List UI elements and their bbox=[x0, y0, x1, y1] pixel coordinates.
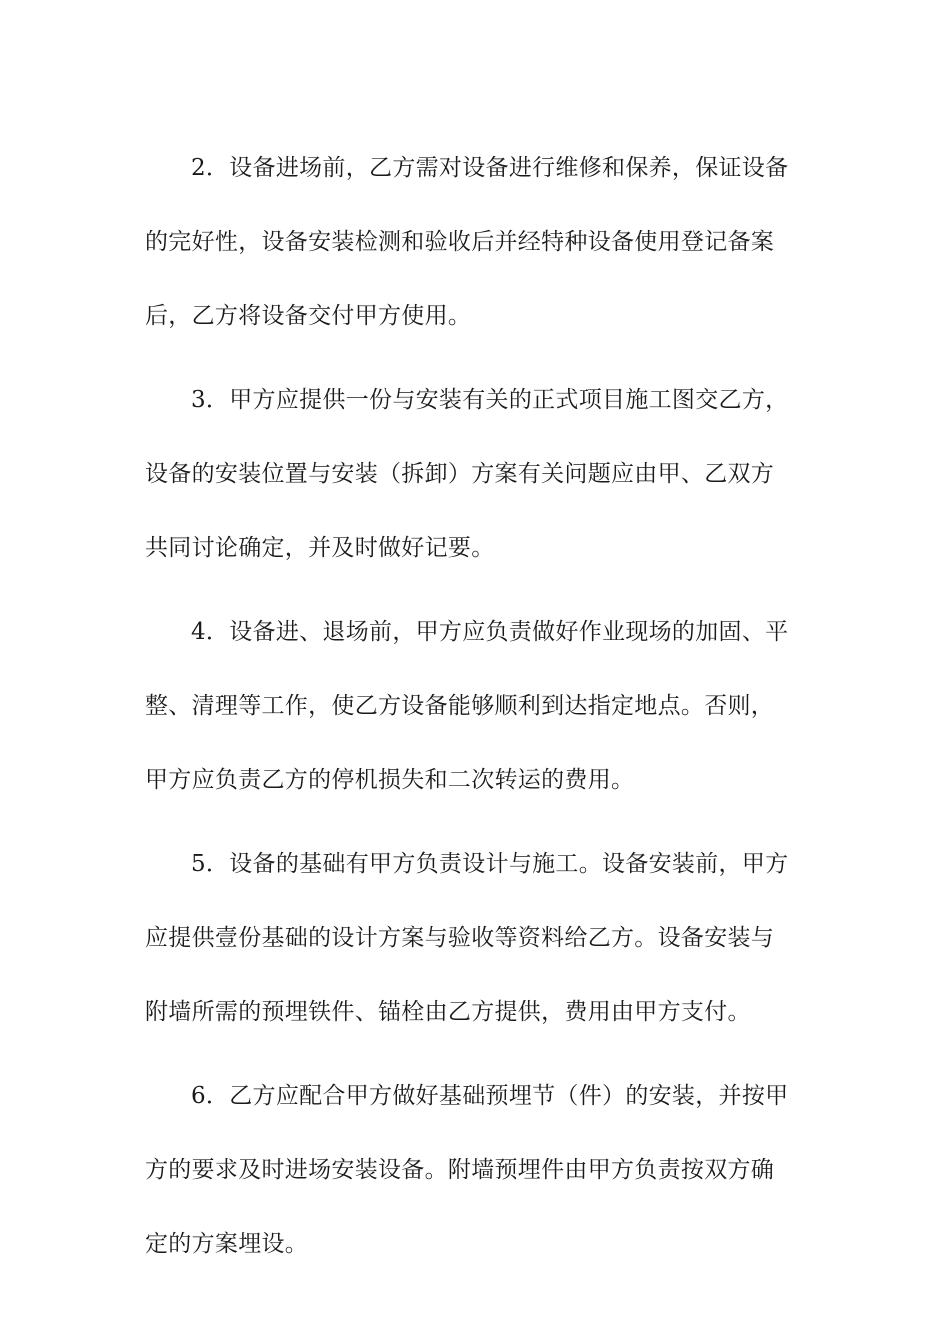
paragraph-line: 的完好性，设备安装检测和验收后并经特种设备使用登记备案 bbox=[145, 229, 775, 255]
clause-4-paragraph bbox=[145, 595, 807, 817]
paragraph-line: 设备的安装位置与安装（拆卸）方案有关问题应由甲、乙双方 bbox=[145, 461, 775, 487]
clause-2-paragraph bbox=[145, 131, 807, 353]
paragraph-line: 定的方案埋设。 bbox=[145, 1231, 309, 1257]
paragraph-line: 甲方应负责乙方的停机损失和二次转运的费用。 bbox=[145, 767, 635, 793]
paragraph-line: 整、清理等工作，使乙方设备能够顺利到达指定地点。否则， bbox=[145, 693, 775, 719]
paragraph-line: 附墙所需的预埋铁件、锚栓由乙方提供，费用由甲方支付。 bbox=[145, 999, 751, 1025]
paragraph-line: 应提供壹份基础的设计方案与验收等资料给乙方。设备安装与 bbox=[145, 925, 775, 951]
clause-5-paragraph bbox=[145, 827, 807, 1049]
paragraph-line: 后，乙方将设备交付甲方使用。 bbox=[145, 303, 472, 329]
paragraph-line: 6．乙方应配合甲方做好基础预埋节（件）的安装，并按甲 bbox=[191, 1083, 789, 1109]
paragraph-line: 2．设备进场前，乙方需对设备进行维修和保养，保证设备 bbox=[191, 155, 789, 181]
paragraph-line: 方的要求及时进场安装设备。附墙预埋件由甲方负责按双方确 bbox=[145, 1157, 775, 1183]
document-body bbox=[145, 131, 807, 1291]
paragraph-line: 4．设备进、退场前，甲方应负责做好作业现场的加固、平 bbox=[191, 619, 789, 645]
paragraph-line: 共同讨论确定，并及时做好记要。 bbox=[145, 535, 495, 561]
paragraph-line: 3．甲方应提供一份与安装有关的正式项目施工图交乙方， bbox=[191, 387, 789, 413]
paragraph-line: 5．设备的基础有甲方负责设计与施工。设备安装前，甲方 bbox=[191, 851, 789, 877]
clause-6-paragraph bbox=[145, 1059, 807, 1281]
clause-3-paragraph bbox=[145, 363, 807, 585]
